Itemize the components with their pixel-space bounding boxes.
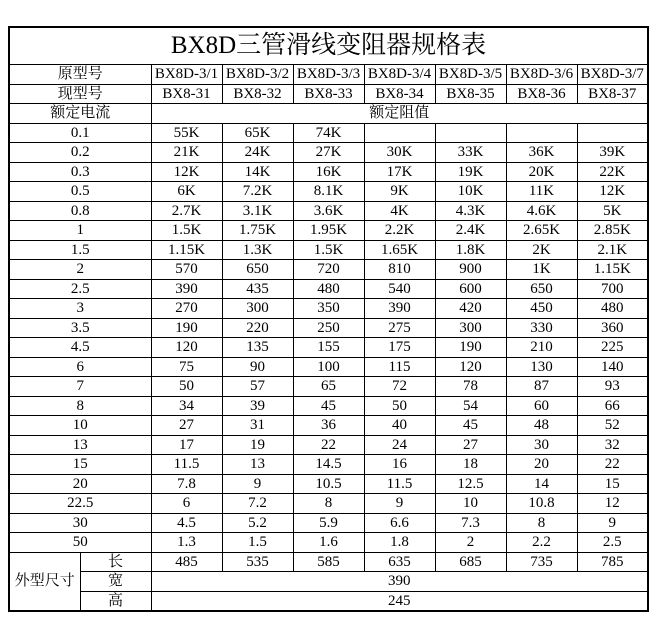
resistance-value-cell: 40	[364, 416, 435, 436]
current-value-cell: 50	[9, 533, 151, 553]
resistance-value-cell: 2.5	[577, 533, 648, 553]
current-value-cell: 6	[9, 357, 151, 377]
resistance-value-cell: 14K	[222, 162, 293, 182]
resistance-value-cell: 31	[222, 416, 293, 436]
resistance-value-cell: 8.1K	[293, 182, 364, 202]
resistance-value-cell: 27	[151, 416, 222, 436]
rated-current-label: 额定电流	[9, 104, 151, 124]
resistance-value-cell: 55K	[151, 123, 222, 143]
resistance-value-cell: 14	[506, 474, 577, 494]
resistance-value-cell: 34	[151, 396, 222, 416]
resistance-value-cell: 39	[222, 396, 293, 416]
current-value-cell: 10	[9, 416, 151, 436]
resistance-value-cell: 390	[151, 279, 222, 299]
new-model-cell: BX8-31	[151, 84, 222, 104]
new-model-label: 现型号	[9, 84, 151, 104]
old-model-cell: BX8D-3/2	[222, 65, 293, 85]
data-row	[9, 494, 648, 514]
resistance-value-cell: 330	[506, 318, 577, 338]
resistance-value-cell: 10.5	[293, 474, 364, 494]
current-value-cell: 30	[9, 513, 151, 533]
length-label: 长	[80, 552, 151, 572]
resistance-value-cell: 14.5	[293, 455, 364, 475]
resistance-value-cell: 4.5	[151, 513, 222, 533]
width-value-cell: 390	[151, 572, 648, 592]
data-row	[9, 474, 648, 494]
resistance-value-cell: 5.9	[293, 513, 364, 533]
resistance-value-cell: 270	[151, 299, 222, 319]
resistance-value-cell: 420	[435, 299, 506, 319]
resistance-value-cell: 5.2	[222, 513, 293, 533]
old-model-row	[9, 65, 648, 85]
resistance-value-cell: 9	[222, 474, 293, 494]
resistance-value-cell: 600	[435, 279, 506, 299]
resistance-value-cell: 17K	[364, 162, 435, 182]
data-row	[9, 123, 648, 143]
current-value-cell: 7	[9, 377, 151, 397]
resistance-value-cell: 20K	[506, 162, 577, 182]
data-row	[9, 162, 648, 182]
resistance-value-cell: 74K	[293, 123, 364, 143]
data-row	[9, 279, 648, 299]
resistance-value-cell: 60	[506, 396, 577, 416]
current-value-cell: 20	[9, 474, 151, 494]
resistance-value-cell: 12K	[151, 162, 222, 182]
resistance-value-cell: 350	[293, 299, 364, 319]
resistance-value-cell: 120	[435, 357, 506, 377]
resistance-value-cell: 2.4K	[435, 221, 506, 241]
height-label: 高	[80, 591, 151, 611]
resistance-value-cell: 17	[151, 435, 222, 455]
resistance-value-cell: 1K	[506, 260, 577, 280]
new-model-cell: BX8-34	[364, 84, 435, 104]
old-model-cell: BX8D-3/6	[506, 65, 577, 85]
resistance-value-cell: 30	[506, 435, 577, 455]
resistance-value-cell: 12K	[577, 182, 648, 202]
resistance-value-cell: 75	[151, 357, 222, 377]
resistance-value-cell: 1.5K	[151, 221, 222, 241]
resistance-value-cell: 1.5K	[293, 240, 364, 260]
resistance-value-cell: 12.5	[435, 474, 506, 494]
resistance-value-cell: 27	[435, 435, 506, 455]
resistance-value-cell: 220	[222, 318, 293, 338]
resistance-value-cell: 175	[364, 338, 435, 358]
resistance-value-cell: 210	[506, 338, 577, 358]
resistance-value-cell: 2.2	[506, 533, 577, 553]
resistance-value-cell: 435	[222, 279, 293, 299]
resistance-value-cell: 2	[435, 533, 506, 553]
resistance-value-cell: 720	[293, 260, 364, 280]
resistance-value-cell: 700	[577, 279, 648, 299]
resistance-value-cell: 22	[577, 455, 648, 475]
resistance-value-cell: 57	[222, 377, 293, 397]
resistance-value-cell: 1.8	[364, 533, 435, 553]
resistance-value-cell: 570	[151, 260, 222, 280]
resistance-value-cell: 100	[293, 357, 364, 377]
resistance-value-cell: 7.2	[222, 494, 293, 514]
spec-sheet	[8, 26, 649, 612]
dimensions-label: 外型尺寸	[9, 552, 80, 611]
resistance-value-cell: 36	[293, 416, 364, 436]
resistance-value-cell: 19K	[435, 162, 506, 182]
resistance-value-cell: 4K	[364, 201, 435, 221]
resistance-value-cell: 11.5	[151, 455, 222, 475]
resistance-value-cell: 390	[364, 299, 435, 319]
resistance-value-cell: 16	[364, 455, 435, 475]
resistance-value-cell: 22K	[577, 162, 648, 182]
resistance-value-cell: 21K	[151, 143, 222, 163]
resistance-value-cell: 48	[506, 416, 577, 436]
resistance-value-cell: 24K	[222, 143, 293, 163]
current-value-cell: 13	[9, 435, 151, 455]
resistance-value-cell: 190	[151, 318, 222, 338]
resistance-value-cell: 36K	[506, 143, 577, 163]
resistance-value-cell: 65K	[222, 123, 293, 143]
resistance-value-cell: 130	[506, 357, 577, 377]
resistance-value-cell: 1.5	[222, 533, 293, 553]
resistance-value-cell: 24	[364, 435, 435, 455]
new-model-cell: BX8-33	[293, 84, 364, 104]
resistance-value-cell: 2.7K	[151, 201, 222, 221]
resistance-value-cell: 13	[222, 455, 293, 475]
resistance-value-cell: 1.6	[293, 533, 364, 553]
resistance-value-cell: 78	[435, 377, 506, 397]
resistance-value-cell: 2.1K	[577, 240, 648, 260]
resistance-value-cell: 1.3K	[222, 240, 293, 260]
data-row	[9, 143, 648, 163]
length-value-cell: 685	[435, 552, 506, 572]
title-row	[9, 27, 648, 65]
resistance-value-cell: 52	[577, 416, 648, 436]
data-row	[9, 416, 648, 436]
current-value-cell: 0.3	[9, 162, 151, 182]
data-row	[9, 396, 648, 416]
resistance-value-cell: 72	[364, 377, 435, 397]
data-row	[9, 377, 648, 397]
current-value-cell: 4.5	[9, 338, 151, 358]
resistance-value-cell: 8	[506, 513, 577, 533]
old-model-cell: BX8D-3/5	[435, 65, 506, 85]
resistance-value-cell: 45	[293, 396, 364, 416]
resistance-value-cell: 1.15K	[577, 260, 648, 280]
resistance-value-cell: 225	[577, 338, 648, 358]
current-value-cell: 1.5	[9, 240, 151, 260]
length-value-cell: 535	[222, 552, 293, 572]
data-row	[9, 260, 648, 280]
length-value-cell: 735	[506, 552, 577, 572]
resistance-value-cell: 65	[293, 377, 364, 397]
resistance-value-cell: 2K	[506, 240, 577, 260]
old-model-cell: BX8D-3/7	[577, 65, 648, 85]
old-model-label: 原型号	[9, 65, 151, 85]
resistance-value-cell: 16K	[293, 162, 364, 182]
data-row	[9, 240, 648, 260]
resistance-value-cell: 480	[577, 299, 648, 319]
resistance-value-cell: 120	[151, 338, 222, 358]
resistance-value-cell: 45	[435, 416, 506, 436]
current-value-cell: 0.1	[9, 123, 151, 143]
resistance-value-cell: 33K	[435, 143, 506, 163]
rated-resistance-label: 额定阻值	[151, 104, 648, 124]
resistance-value-cell: 12	[577, 494, 648, 514]
resistance-value-cell: 2.2K	[364, 221, 435, 241]
resistance-value-cell: 50	[151, 377, 222, 397]
resistance-value-cell: 480	[293, 279, 364, 299]
resistance-value-cell: 54	[435, 396, 506, 416]
resistance-value-cell: 9	[364, 494, 435, 514]
current-value-cell: 3.5	[9, 318, 151, 338]
resistance-value-cell: 4.6K	[506, 201, 577, 221]
old-model-cell: BX8D-3/3	[293, 65, 364, 85]
resistance-value-cell: 20	[506, 455, 577, 475]
resistance-value-cell: 87	[506, 377, 577, 397]
resistance-value-cell: 275	[364, 318, 435, 338]
resistance-value-cell: 4.3K	[435, 201, 506, 221]
resistance-value-cell: 30K	[364, 143, 435, 163]
current-value-cell: 2	[9, 260, 151, 280]
resistance-value-cell: 810	[364, 260, 435, 280]
resistance-value-cell: 3.6K	[293, 201, 364, 221]
resistance-value-cell: 360	[577, 318, 648, 338]
resistance-value-cell: 32	[577, 435, 648, 455]
data-row	[9, 455, 648, 475]
current-value-cell: 0.2	[9, 143, 151, 163]
resistance-value-cell: 7.2K	[222, 182, 293, 202]
data-row	[9, 435, 648, 455]
new-model-cell: BX8-32	[222, 84, 293, 104]
resistance-value-cell: 900	[435, 260, 506, 280]
data-row	[9, 338, 648, 358]
new-model-cell: BX8-36	[506, 84, 577, 104]
resistance-value-cell	[364, 123, 435, 143]
resistance-value-cell: 10K	[435, 182, 506, 202]
resistance-value-cell: 135	[222, 338, 293, 358]
data-row	[9, 513, 648, 533]
width-row	[9, 572, 648, 592]
resistance-value-cell: 450	[506, 299, 577, 319]
resistance-value-cell: 300	[222, 299, 293, 319]
current-value-cell: 3	[9, 299, 151, 319]
resistance-value-cell	[577, 123, 648, 143]
resistance-value-cell: 540	[364, 279, 435, 299]
old-model-cell: BX8D-3/1	[151, 65, 222, 85]
table-title: BX8D三管滑线变阻器规格表	[9, 27, 648, 65]
resistance-value-cell: 93	[577, 377, 648, 397]
current-value-cell: 8	[9, 396, 151, 416]
resistance-value-cell	[435, 123, 506, 143]
resistance-value-cell: 15	[577, 474, 648, 494]
resistance-value-cell: 115	[364, 357, 435, 377]
data-row	[9, 357, 648, 377]
spec-table	[8, 26, 649, 612]
resistance-value-cell: 1.65K	[364, 240, 435, 260]
resistance-value-cell: 1.95K	[293, 221, 364, 241]
current-value-cell: 1	[9, 221, 151, 241]
resistance-value-cell: 7.3	[435, 513, 506, 533]
resistance-value-cell: 18	[435, 455, 506, 475]
resistance-value-cell: 1.3	[151, 533, 222, 553]
length-value-cell: 785	[577, 552, 648, 572]
resistance-value-cell: 3.1K	[222, 201, 293, 221]
resistance-value-cell: 6.6	[364, 513, 435, 533]
resistance-value-cell: 50	[364, 396, 435, 416]
resistance-value-cell: 9K	[364, 182, 435, 202]
resistance-value-cell: 7.8	[151, 474, 222, 494]
height-row	[9, 591, 648, 611]
data-row	[9, 299, 648, 319]
data-row	[9, 201, 648, 221]
resistance-value-cell	[506, 123, 577, 143]
current-value-cell: 15	[9, 455, 151, 475]
current-value-cell: 2.5	[9, 279, 151, 299]
resistance-value-cell: 1.75K	[222, 221, 293, 241]
data-row	[9, 533, 648, 553]
current-value-cell: 22.5	[9, 494, 151, 514]
resistance-value-cell: 155	[293, 338, 364, 358]
resistance-value-cell: 8	[293, 494, 364, 514]
resistance-value-cell: 10	[435, 494, 506, 514]
resistance-value-cell: 22	[293, 435, 364, 455]
resistance-value-cell: 1.8K	[435, 240, 506, 260]
resistance-value-cell: 90	[222, 357, 293, 377]
resistance-value-cell: 250	[293, 318, 364, 338]
height-value-cell: 245	[151, 591, 648, 611]
resistance-value-cell: 6K	[151, 182, 222, 202]
new-model-cell: BX8-37	[577, 84, 648, 104]
current-value-cell: 0.5	[9, 182, 151, 202]
current-value-cell: 0.8	[9, 201, 151, 221]
resistance-value-cell: 39K	[577, 143, 648, 163]
rated-header-row	[9, 104, 648, 124]
resistance-value-cell: 27K	[293, 143, 364, 163]
width-label: 宽	[80, 572, 151, 592]
resistance-value-cell: 19	[222, 435, 293, 455]
length-value-cell: 635	[364, 552, 435, 572]
length-value-cell: 485	[151, 552, 222, 572]
length-row	[9, 552, 648, 572]
resistance-value-cell: 190	[435, 338, 506, 358]
resistance-value-cell: 1.15K	[151, 240, 222, 260]
resistance-value-cell: 2.65K	[506, 221, 577, 241]
old-model-cell: BX8D-3/4	[364, 65, 435, 85]
new-model-row	[9, 84, 648, 104]
resistance-value-cell: 2.85K	[577, 221, 648, 241]
resistance-value-cell: 5K	[577, 201, 648, 221]
data-row	[9, 318, 648, 338]
length-value-cell: 585	[293, 552, 364, 572]
resistance-value-cell: 650	[222, 260, 293, 280]
resistance-value-cell: 11.5	[364, 474, 435, 494]
resistance-value-cell: 9	[577, 513, 648, 533]
resistance-value-cell: 300	[435, 318, 506, 338]
resistance-value-cell: 6	[151, 494, 222, 514]
resistance-value-cell: 66	[577, 396, 648, 416]
data-row	[9, 182, 648, 202]
new-model-cell: BX8-35	[435, 84, 506, 104]
data-row	[9, 221, 648, 241]
resistance-value-cell: 140	[577, 357, 648, 377]
resistance-value-cell: 650	[506, 279, 577, 299]
resistance-value-cell: 11K	[506, 182, 577, 202]
resistance-value-cell: 10.8	[506, 494, 577, 514]
